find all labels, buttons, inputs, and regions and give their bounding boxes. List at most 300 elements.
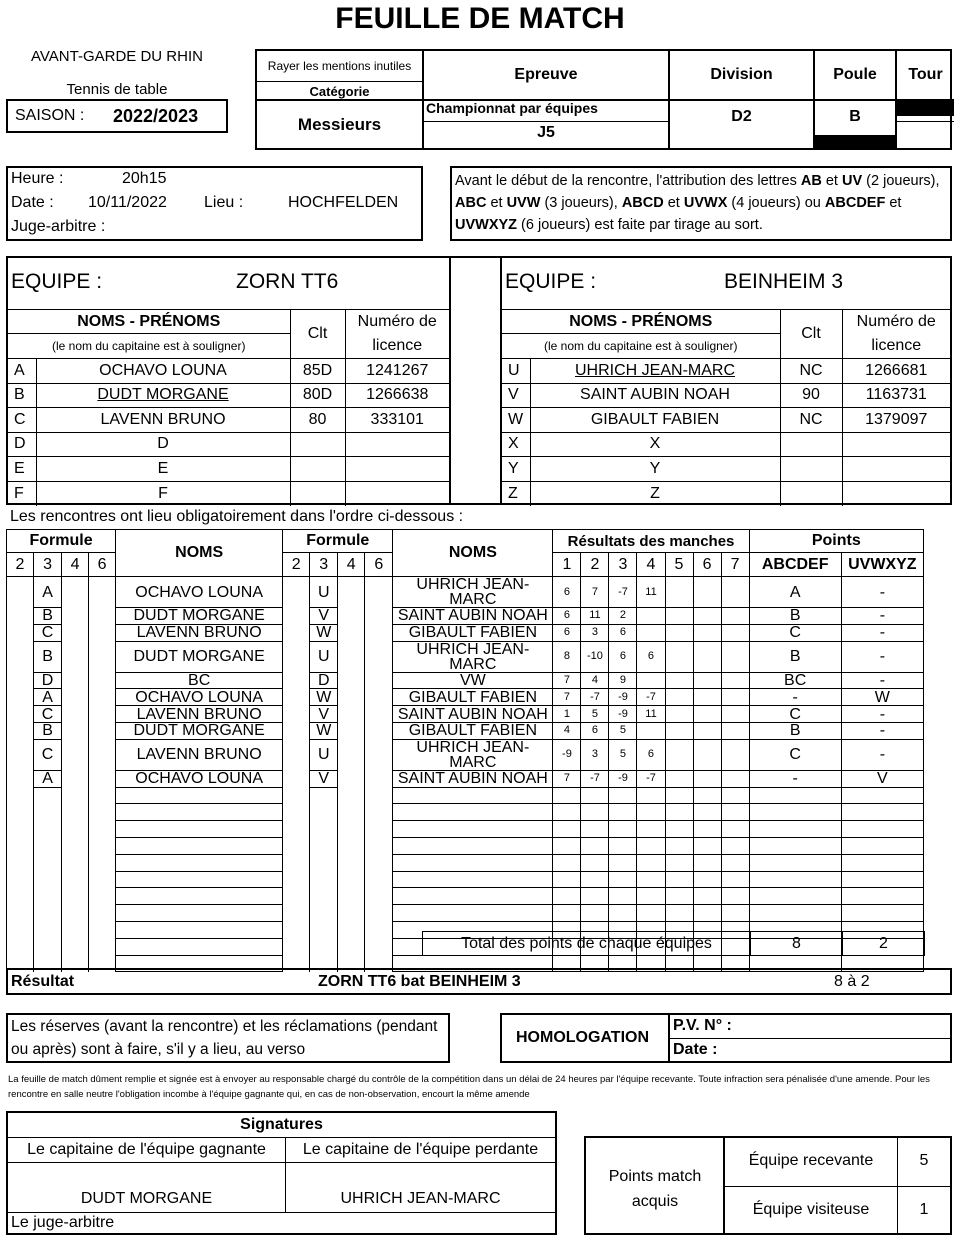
formule-cell bbox=[283, 706, 310, 723]
match-row bbox=[7, 577, 924, 608]
home-player-letter: D bbox=[8, 432, 36, 457]
set-score bbox=[553, 804, 581, 821]
set-score bbox=[581, 888, 609, 905]
journee-value: J5 bbox=[537, 124, 555, 141]
set-score: 6 bbox=[553, 577, 581, 608]
set-score bbox=[637, 672, 665, 689]
away-player-row bbox=[502, 383, 950, 408]
set-score: -7 bbox=[581, 770, 609, 787]
formule-cell bbox=[62, 689, 89, 706]
draw-note-text: et bbox=[885, 195, 902, 211]
formule-cell bbox=[283, 854, 310, 871]
home-player-name bbox=[116, 837, 283, 854]
set-score bbox=[581, 837, 609, 854]
formule-col: 4 bbox=[338, 553, 365, 577]
home-player-clt bbox=[290, 457, 345, 482]
set-score bbox=[665, 577, 693, 608]
set-score bbox=[693, 854, 721, 871]
formule-cell bbox=[62, 854, 89, 871]
points-home: A bbox=[749, 577, 841, 608]
result-box bbox=[6, 968, 952, 995]
set-score: 2 bbox=[609, 608, 637, 625]
formule-cell bbox=[365, 821, 393, 838]
formule-cell bbox=[365, 921, 393, 938]
home-letter bbox=[34, 787, 62, 804]
formule-cell bbox=[89, 770, 116, 787]
home-letter: C bbox=[34, 624, 62, 641]
home-letter: B bbox=[34, 608, 62, 625]
set-score: 5 bbox=[609, 722, 637, 739]
away-letter: V bbox=[310, 770, 338, 787]
set-score: -10 bbox=[581, 641, 609, 672]
totals-label: Total des points de chaque équipes bbox=[423, 932, 751, 956]
home-points-match: 5 bbox=[919, 1152, 929, 1169]
totals-home: 8 bbox=[751, 932, 843, 956]
away-player-licence bbox=[842, 432, 950, 457]
set-score bbox=[637, 871, 665, 888]
home-letter bbox=[34, 888, 62, 905]
home-team-role-label: Équipe recevante bbox=[748, 1152, 874, 1169]
set-score: 7 bbox=[553, 770, 581, 787]
set-score bbox=[637, 837, 665, 854]
match-row bbox=[7, 689, 924, 706]
homologation-box bbox=[500, 1013, 952, 1063]
points-away: - bbox=[841, 608, 923, 625]
points-away bbox=[841, 804, 923, 821]
match-row bbox=[7, 672, 924, 689]
away-player-licence bbox=[842, 481, 950, 506]
heure-label: Heure : bbox=[11, 170, 64, 187]
set-score bbox=[665, 641, 693, 672]
points-away: - bbox=[841, 577, 923, 608]
home-letter: A bbox=[34, 770, 62, 787]
formule-cell bbox=[7, 787, 34, 804]
home-player-name: LAVENN BRUNO bbox=[116, 624, 283, 641]
set-score: 4 bbox=[581, 672, 609, 689]
formule-col: 6 bbox=[89, 553, 116, 577]
formule-cell bbox=[365, 938, 393, 955]
set-score: 8 bbox=[553, 641, 581, 672]
winner-captain-label: Le capitaine de l'équipe gagnante bbox=[27, 1141, 266, 1158]
club-name: AVANT-GARDE DU RHIN bbox=[31, 48, 203, 65]
formule-cell bbox=[338, 689, 365, 706]
home-player-name bbox=[116, 888, 283, 905]
formule-cell bbox=[365, 787, 393, 804]
set-score bbox=[637, 787, 665, 804]
away-player-name: GIBAULT FABIEN bbox=[393, 689, 553, 706]
formule-cell bbox=[89, 804, 116, 821]
formule-cell bbox=[89, 624, 116, 641]
formule-cell bbox=[62, 624, 89, 641]
set-score bbox=[665, 739, 693, 770]
away-player-name: VW bbox=[393, 672, 553, 689]
set-score bbox=[665, 821, 693, 838]
captain-note: (le nom du capitaine est à souligner) bbox=[8, 334, 290, 359]
category-label: Catégorie bbox=[309, 84, 370, 99]
formule-cell bbox=[338, 770, 365, 787]
points-home: B bbox=[749, 608, 841, 625]
formule-cell bbox=[365, 577, 393, 608]
set-score bbox=[693, 608, 721, 625]
points-home bbox=[749, 888, 841, 905]
formule-cell bbox=[365, 837, 393, 854]
points-away: - bbox=[841, 624, 923, 641]
set-score bbox=[553, 787, 581, 804]
set-score: -9 bbox=[609, 689, 637, 706]
away-letter bbox=[310, 905, 338, 922]
formule-cell bbox=[89, 722, 116, 739]
match-row-empty bbox=[7, 821, 924, 838]
formule-col: 3 bbox=[310, 553, 338, 577]
formule-cell bbox=[365, 905, 393, 922]
pv-label: P.V. N° : bbox=[673, 1017, 732, 1034]
poule-label: Poule bbox=[833, 66, 877, 83]
set-score bbox=[693, 641, 721, 672]
away-player-name: X bbox=[530, 432, 780, 457]
formule-cell bbox=[89, 837, 116, 854]
points-home bbox=[749, 837, 841, 854]
formule-cell bbox=[365, 689, 393, 706]
set-score bbox=[665, 905, 693, 922]
points-away: - bbox=[841, 722, 923, 739]
home-player-licence bbox=[345, 481, 449, 506]
set-score bbox=[553, 821, 581, 838]
set-score bbox=[581, 804, 609, 821]
formule-cell bbox=[62, 641, 89, 672]
match-row bbox=[7, 624, 924, 641]
draw-note-text: et bbox=[663, 195, 684, 211]
licence-header: Numéro de bbox=[842, 310, 950, 334]
referee-label: Le juge-arbitre bbox=[11, 1214, 115, 1231]
formule-cell bbox=[283, 888, 310, 905]
away-player-clt: 90 bbox=[780, 383, 842, 408]
formule-cell bbox=[89, 672, 116, 689]
club-sport: Tennis de table bbox=[66, 81, 168, 98]
season-box bbox=[6, 99, 228, 133]
away-player-name: GIBAULT FABIEN bbox=[393, 722, 553, 739]
away-letter: W bbox=[310, 689, 338, 706]
formule-cell bbox=[7, 739, 34, 770]
home-player-licence: 1266638 bbox=[345, 383, 449, 408]
set-score bbox=[721, 821, 749, 838]
set-score bbox=[721, 905, 749, 922]
noms-header: NOMS - PRÉNOMS bbox=[502, 310, 780, 334]
tour-label: Tour bbox=[908, 66, 943, 83]
draw-note-text: (2 joueurs), bbox=[862, 173, 940, 189]
away-player-name: SAINT AUBIN NOAH bbox=[393, 608, 553, 625]
home-player-licence bbox=[345, 457, 449, 482]
date-label: Date : bbox=[11, 194, 54, 211]
formule-cell bbox=[7, 608, 34, 625]
formule-cell bbox=[89, 938, 116, 955]
away-player-name bbox=[393, 905, 553, 922]
manche-col: 5 bbox=[665, 553, 693, 577]
set-score bbox=[693, 624, 721, 641]
points-away bbox=[841, 854, 923, 871]
formule-cell bbox=[7, 577, 34, 608]
set-score bbox=[553, 837, 581, 854]
homologation-date-label: Date : bbox=[673, 1041, 718, 1058]
away-player-row bbox=[502, 481, 950, 506]
formule-cell bbox=[89, 787, 116, 804]
home-player-name: D bbox=[36, 432, 290, 457]
formule-cell bbox=[89, 689, 116, 706]
set-score bbox=[581, 905, 609, 922]
home-player-row bbox=[8, 457, 449, 482]
points-home bbox=[749, 905, 841, 922]
set-score bbox=[665, 672, 693, 689]
formule-cell bbox=[338, 641, 365, 672]
totals-away: 2 bbox=[843, 932, 925, 956]
match-row-empty bbox=[7, 905, 924, 922]
home-player-clt: 80 bbox=[290, 408, 345, 433]
away-letter: D bbox=[310, 672, 338, 689]
away-player-name bbox=[393, 888, 553, 905]
formule-cell bbox=[62, 706, 89, 723]
division-label: Division bbox=[710, 66, 773, 83]
set-score: 4 bbox=[553, 722, 581, 739]
home-player-row bbox=[8, 432, 449, 457]
away-player-row bbox=[502, 432, 950, 457]
formule-cell bbox=[365, 641, 393, 672]
match-row-empty bbox=[7, 837, 924, 854]
formule-col: 2 bbox=[283, 553, 310, 577]
away-player-letter: U bbox=[502, 359, 530, 384]
set-score bbox=[721, 770, 749, 787]
home-player-row bbox=[8, 359, 449, 384]
formule-cell bbox=[283, 905, 310, 922]
home-player-letter: A bbox=[8, 359, 36, 384]
juge-label: Juge-arbitre : bbox=[11, 218, 106, 235]
home-player-name: LAVENN BRUNO bbox=[116, 739, 283, 770]
captain-note: (le nom du capitaine est à souligner) bbox=[502, 334, 780, 359]
home-player-name: DUDT MORGANE bbox=[116, 608, 283, 625]
set-score bbox=[609, 804, 637, 821]
home-letter: C bbox=[34, 706, 62, 723]
formule-col: 3 bbox=[34, 553, 62, 577]
home-roster-table bbox=[8, 309, 449, 506]
poule-value: B bbox=[849, 108, 861, 125]
away-player-name: SAINT AUBIN NOAH bbox=[393, 706, 553, 723]
set-score bbox=[693, 787, 721, 804]
points-abcdef-header: ABCDEF bbox=[749, 553, 841, 577]
home-player-name: LAVENN BRUNO bbox=[116, 706, 283, 723]
formule-cell bbox=[7, 921, 34, 938]
set-score: 6 bbox=[609, 624, 637, 641]
formule-cell bbox=[62, 787, 89, 804]
formule-cell bbox=[365, 624, 393, 641]
set-score bbox=[693, 871, 721, 888]
set-score: 5 bbox=[581, 706, 609, 723]
formule-cell bbox=[89, 608, 116, 625]
lieu-label: Lieu : bbox=[204, 194, 244, 211]
away-player-name bbox=[393, 821, 553, 838]
home-player-name: DUDT MORGANE bbox=[116, 641, 283, 672]
formule-cell bbox=[283, 837, 310, 854]
away-letter: W bbox=[310, 722, 338, 739]
formule-cell bbox=[7, 888, 34, 905]
set-score bbox=[581, 787, 609, 804]
home-player-clt: 85D bbox=[290, 359, 345, 384]
order-note: Les rencontres ont lieu obligatoirement dans l'ordre ci-dessous : bbox=[10, 508, 464, 525]
home-player-name bbox=[116, 821, 283, 838]
manche-col: 1 bbox=[553, 553, 581, 577]
set-score bbox=[721, 689, 749, 706]
away-letter: V bbox=[310, 706, 338, 723]
formule-cell bbox=[7, 905, 34, 922]
points-home: C bbox=[749, 706, 841, 723]
formule-cell bbox=[365, 608, 393, 625]
set-score: -9 bbox=[609, 706, 637, 723]
set-score: 5 bbox=[609, 739, 637, 770]
formule-cell bbox=[338, 722, 365, 739]
team-away bbox=[502, 258, 950, 503]
formule-cell bbox=[62, 577, 89, 608]
set-score bbox=[665, 854, 693, 871]
epreuve-value: Championnat par équipes bbox=[426, 100, 598, 116]
formule-cell bbox=[62, 770, 89, 787]
set-score bbox=[553, 905, 581, 922]
set-score bbox=[637, 624, 665, 641]
set-score bbox=[581, 854, 609, 871]
away-letter: U bbox=[310, 641, 338, 672]
set-score bbox=[721, 854, 749, 871]
totals-row bbox=[422, 931, 925, 956]
formule-cell bbox=[283, 804, 310, 821]
set-score: 3 bbox=[581, 624, 609, 641]
formule-cell bbox=[62, 739, 89, 770]
draw-note-text: (3 joueurs), bbox=[540, 195, 622, 211]
teams-box bbox=[6, 256, 952, 505]
set-score: 6 bbox=[581, 722, 609, 739]
home-letter bbox=[34, 854, 62, 871]
set-score: 3 bbox=[581, 739, 609, 770]
formule-cell bbox=[283, 624, 310, 641]
away-player-licence: 1379097 bbox=[842, 408, 950, 433]
formule-cell bbox=[283, 689, 310, 706]
formule-cell bbox=[62, 921, 89, 938]
match-row bbox=[7, 770, 924, 787]
points-away bbox=[841, 787, 923, 804]
home-letter: D bbox=[34, 672, 62, 689]
points-home: - bbox=[749, 689, 841, 706]
away-player-name: UHRICH JEAN-MARC bbox=[393, 577, 553, 608]
manche-col: 2 bbox=[581, 553, 609, 577]
points-home: B bbox=[749, 641, 841, 672]
home-player-name: OCHAVO LOUNA bbox=[116, 770, 283, 787]
clt-header: Clt bbox=[290, 310, 345, 359]
formule-cell bbox=[338, 921, 365, 938]
clt-header: Clt bbox=[780, 310, 842, 359]
set-score: -7 bbox=[581, 689, 609, 706]
away-player-clt bbox=[780, 432, 842, 457]
set-score bbox=[553, 854, 581, 871]
away-player-letter: X bbox=[502, 432, 530, 457]
noms-header: NOMS bbox=[393, 530, 553, 577]
formule-cell bbox=[283, 739, 310, 770]
set-score bbox=[693, 672, 721, 689]
formule-cell bbox=[89, 577, 116, 608]
formule-cell bbox=[7, 722, 34, 739]
formule-cell bbox=[338, 608, 365, 625]
home-player-name: OCHAVO LOUNA bbox=[116, 689, 283, 706]
home-player-licence: 333101 bbox=[345, 408, 449, 433]
set-score bbox=[665, 624, 693, 641]
match-row bbox=[7, 722, 924, 739]
draw-note-text: (6 joueurs) est faite par tirage au sort. bbox=[517, 217, 763, 233]
away-team-role-label: Équipe visiteuse bbox=[752, 1201, 870, 1218]
set-score bbox=[665, 837, 693, 854]
set-score bbox=[637, 722, 665, 739]
set-score bbox=[693, 722, 721, 739]
set-score: -7 bbox=[609, 577, 637, 608]
away-player-licence: 1163731 bbox=[842, 383, 950, 408]
set-score bbox=[553, 888, 581, 905]
away-player-clt: NC bbox=[780, 408, 842, 433]
formule-cell bbox=[89, 905, 116, 922]
formule-cell bbox=[283, 672, 310, 689]
home-player-name bbox=[116, 921, 283, 938]
formule-cell bbox=[365, 770, 393, 787]
set-score: 11 bbox=[637, 706, 665, 723]
formule-cell bbox=[89, 854, 116, 871]
set-score bbox=[693, 739, 721, 770]
formule-cell bbox=[338, 672, 365, 689]
formule-cell bbox=[338, 837, 365, 854]
home-letter: B bbox=[34, 722, 62, 739]
set-score bbox=[637, 608, 665, 625]
formule-cell bbox=[89, 888, 116, 905]
away-player-name bbox=[393, 804, 553, 821]
home-player-letter: F bbox=[8, 481, 36, 506]
division-value: D2 bbox=[731, 108, 752, 125]
formule-cell bbox=[89, 821, 116, 838]
noms-header: NOMS bbox=[116, 530, 283, 577]
match-row-empty bbox=[7, 787, 924, 804]
result-label: Résultat bbox=[11, 973, 75, 990]
match-info-box bbox=[6, 166, 423, 241]
home-player-name bbox=[116, 938, 283, 955]
set-score bbox=[609, 854, 637, 871]
licence-header: Numéro de bbox=[345, 310, 449, 334]
draw-note-text: et bbox=[821, 173, 842, 189]
formule-cell bbox=[89, 641, 116, 672]
letters-uv: UV bbox=[842, 173, 863, 189]
set-score bbox=[721, 888, 749, 905]
match-row-empty bbox=[7, 854, 924, 871]
formule-cell bbox=[89, 739, 116, 770]
set-score bbox=[665, 871, 693, 888]
match-row bbox=[7, 706, 924, 723]
home-letter bbox=[34, 938, 62, 955]
set-score bbox=[693, 770, 721, 787]
manche-col: 6 bbox=[693, 553, 721, 577]
letters-abcd: ABCD bbox=[621, 195, 664, 211]
set-score bbox=[637, 905, 665, 922]
set-score bbox=[721, 871, 749, 888]
points-home: C bbox=[749, 624, 841, 641]
formule-cell bbox=[338, 854, 365, 871]
equipe-label: EQUIPE : bbox=[11, 270, 103, 293]
set-score bbox=[609, 837, 637, 854]
set-score: 1 bbox=[553, 706, 581, 723]
away-player-clt: NC bbox=[780, 359, 842, 384]
formule-cell bbox=[89, 921, 116, 938]
home-player-clt bbox=[290, 481, 345, 506]
formule-cell bbox=[283, 787, 310, 804]
result-text: ZORN TT6 bat BEINHEIM 3 bbox=[318, 973, 521, 990]
points-home bbox=[749, 821, 841, 838]
